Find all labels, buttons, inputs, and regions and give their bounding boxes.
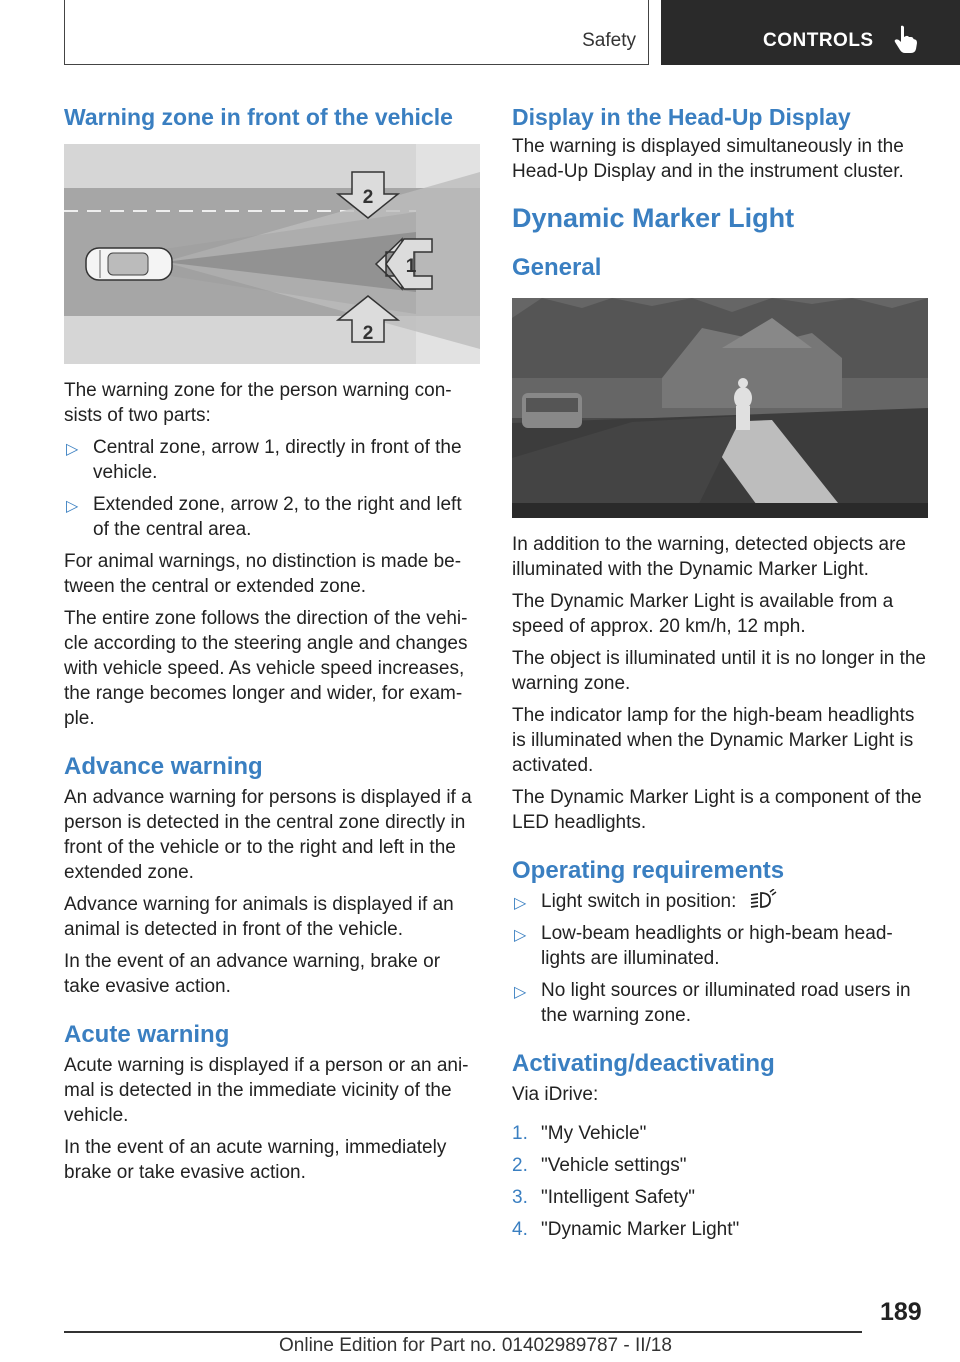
night-road-graphic <box>512 298 928 518</box>
heading-dynamic-marker-light: Dynamic Marker Light <box>512 203 795 233</box>
list-item: ▷ Central zone, arrow 1, directly in front of the vehicle. <box>66 437 462 483</box>
list-item: 3. "Intelligent Safety" <box>512 1187 695 1208</box>
fig-label-2-bottom: 2 <box>362 323 374 344</box>
light-switch-icon <box>748 889 778 911</box>
dynamic-marker-light-photo <box>512 298 928 518</box>
paragraph: In the event of an acute warning, immediately brake or take evasive action. <box>64 1137 447 1183</box>
paragraph: The Dynamic Marker Light is a component of the LED headlights. <box>512 787 922 833</box>
footer-edition: Online Edition for Part no. 01402989787 - II/18 <box>279 1335 672 1356</box>
paragraph: The indicator lamp for the high-beam headlights is illuminated when the Dynamic Marker Light is activated. <box>512 705 915 776</box>
list-item: 1. "My Vehicle" <box>512 1123 647 1144</box>
heading-hud-display: Display in the Head-Up Display <box>512 104 851 130</box>
paragraph: The warning zone for the person warning con-sists of two parts: <box>64 380 452 426</box>
paragraph: In addition to the warning, detected objects are illuminated with the Dynamic Marker Light. <box>512 534 906 580</box>
paragraph: The entire zone follows the direction of the vehi-cle according to the steering angle and changes with vehicle speed. As vehicle speed increases, the range becomes longer and wider, for exam-ple. <box>64 608 468 729</box>
list-item: ▷ Extended zone, arrow 2, to the right and left of the central area. <box>66 494 462 540</box>
heading-acute-warning: Acute warning <box>64 1021 230 1048</box>
list-item: 2. "Vehicle settings" <box>512 1155 687 1176</box>
heading-advance-warning: Advance warning <box>64 753 263 780</box>
header-section-label: Safety <box>582 30 636 51</box>
heading-activating-deactivating: Activating/deactivating <box>512 1050 775 1077</box>
paragraph: An advance warning for persons is displayed if a person is detected in the central zone directly in front of the vehicle or to the right and left in the extended zone. <box>64 787 472 883</box>
list-item: ▷ Light switch in position: <box>512 889 928 914</box>
paragraph: Via iDrive: <box>512 1084 599 1105</box>
footer-divider <box>64 1331 862 1333</box>
paragraph: The Dynamic Marker Light is available from a speed of approx. 20 km/h, 12 mph. <box>512 591 894 637</box>
fig-label-1: 1 <box>405 256 417 277</box>
warning-zone-graphic <box>64 144 480 364</box>
paragraph: In the event of an advance warning, brake or take evasive action. <box>64 951 441 997</box>
fig-label-2-top: 2 <box>362 187 374 208</box>
triangle-bullet-icon: ▷ <box>66 441 79 458</box>
heading-warning-zone: Warning zone in front of the vehicle <box>64 104 453 130</box>
triangle-bullet-icon: ▷ <box>514 984 527 1001</box>
heading-operating-requirements: Operating requirements <box>512 857 785 884</box>
right-column <box>512 100 928 1249</box>
heading-general: General <box>512 254 602 281</box>
paragraph: The object is illuminated until it is no longer in the warning zone. <box>512 648 927 694</box>
page-number: 189 <box>880 1298 922 1326</box>
paragraph: Acute warning is displayed if a person or an ani-mal is detected in the immediate vicinity of the vehicle. <box>64 1055 469 1126</box>
header-section-box <box>64 0 649 65</box>
triangle-bullet-icon: ▷ <box>66 498 79 515</box>
list-item: 4. "Dynamic Marker Light" <box>512 1219 740 1240</box>
pointing-hand-icon <box>893 24 919 54</box>
paragraph: Advance warning for animals is displayed if an animal is detected in front of the vehicle. <box>64 894 454 940</box>
triangle-bullet-icon: ▷ <box>514 927 527 944</box>
warning-zone-diagram <box>64 144 480 364</box>
list-item: ▷ Low-beam headlights or high-beam head-lights are illuminated. <box>514 923 893 969</box>
paragraph: The warning is displayed simultaneously in the Head-Up Display and in the instrument cluster. <box>512 136 904 182</box>
list-item: ▷ No light sources or illuminated road users in the warning zone. <box>514 980 911 1026</box>
header-chapter-label: CONTROLS <box>763 30 874 51</box>
left-column <box>64 100 480 1192</box>
header-chapter-box <box>661 0 960 65</box>
triangle-bullet-icon: ▷ <box>514 895 527 912</box>
paragraph: For animal warnings, no distinction is made be-tween the central or extended zone. <box>64 551 462 597</box>
